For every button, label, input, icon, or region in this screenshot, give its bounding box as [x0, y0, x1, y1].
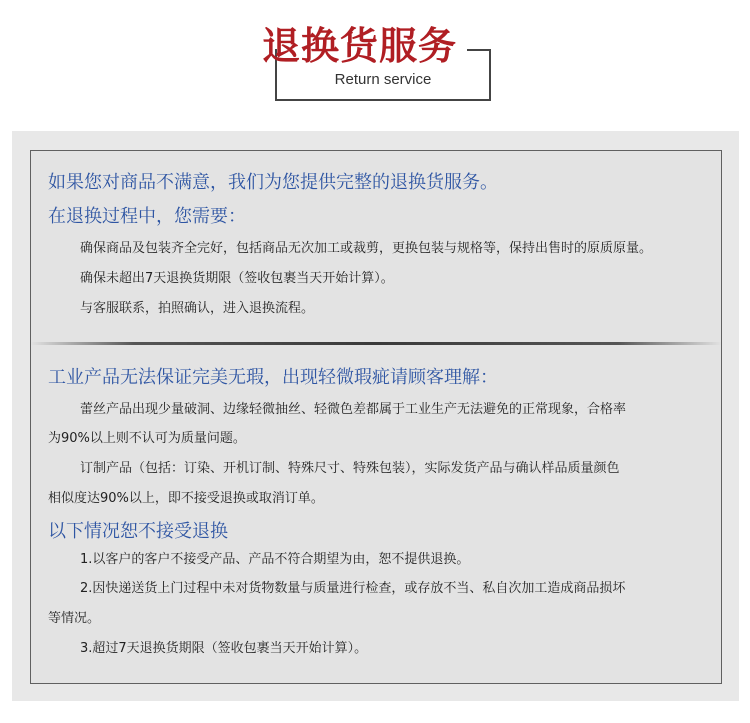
title-frame-accent: [467, 49, 489, 51]
custom-paragraph-line: 订制产品（包括：订染、开机订制、特殊尺寸、特殊包装），实际发货产品与确认样品质量颜色: [80, 461, 620, 476]
page-subtitle: Return service: [334, 71, 432, 88]
page-title: 退换货服务: [262, 24, 458, 68]
intro-text: 如果您对商品不满意，我们为您提供完整的退换货服务。: [48, 172, 498, 193]
section-heading-exclusions: 以下情况恕不接受退换: [48, 521, 228, 542]
quality-paragraph-line: 蕾丝产品出现少量破洞、边缘轻微抽丝、轻微色差都属于工业生产无法避免的正常现象，合格率: [80, 402, 627, 417]
section-divider: [30, 342, 722, 345]
exclusion-item: 2.因快递送货上门过程中未对货物数量与质量进行检查，或存放不当、私自次加工造成商品损坏: [80, 581, 626, 596]
requirement-item: 确保商品及包装齐全完好，包括商品无次加工或裁剪，更换包装与规格等，保持出售时的原质原量。: [80, 241, 653, 256]
custom-paragraph-line: 相似度达90%以上，即不接受退换或取消订单。: [48, 491, 324, 506]
requirement-item: 与客服联系，拍照确认，进入退换流程。: [80, 301, 315, 316]
requirement-item: 确保未超出7天退换货期限（签收包裹当天开始计算）。: [80, 271, 394, 286]
quality-paragraph-line: 为90%以上则不认可为质量问题。: [48, 431, 246, 446]
exclusion-item: 1.以客户的客户不接受产品、产品不符合期望为由，恕不提供退换。: [80, 552, 470, 567]
exclusion-item-continued: 等情况。: [48, 611, 101, 626]
section-heading-quality: 工业产品无法保证完美无瑕，出现轻微瑕疵请顾客理解：: [48, 367, 498, 388]
section-heading-process: 在退换过程中，您需要：: [48, 206, 246, 227]
page-header: [0, 0, 750, 110]
exclusion-item: 3.超过7天退换货期限（签收包裹当天开始计算）。: [80, 641, 368, 656]
